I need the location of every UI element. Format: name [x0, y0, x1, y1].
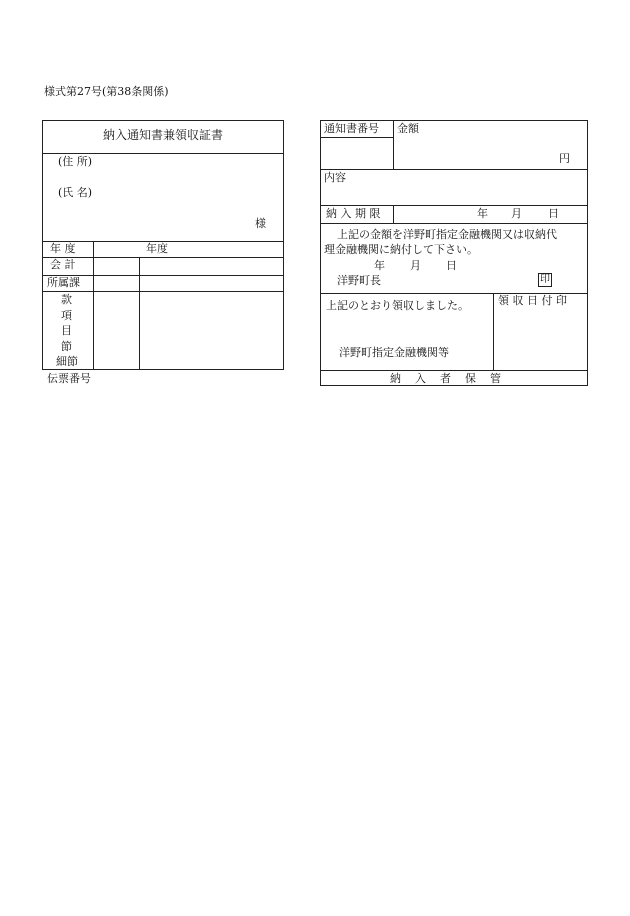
name-label: (氏 名): [58, 186, 93, 199]
mayor-label: 洋野町長: [337, 274, 381, 287]
instruction-line-1: 上記の金額を洋野町指定金融機関又は収納代: [337, 228, 557, 241]
designated-bank-label: 洋野町指定金融機関等: [339, 346, 449, 359]
notice-number-label: 通知書番号: [324, 122, 379, 135]
deadline-month: 月: [511, 207, 522, 220]
deadline-year: 年: [477, 207, 488, 220]
form-id: 様式第27号(第38条関係): [44, 85, 169, 98]
budget-setsu-label: 節: [61, 340, 72, 353]
budget-moku-label: 目: [61, 324, 72, 337]
slip-number-label: 伝票番号: [47, 372, 91, 385]
deadline-label: 納 入 期 限: [326, 207, 381, 220]
amount-label: 金額: [397, 122, 419, 135]
deadline-day: 日: [548, 207, 559, 220]
issue-day: 日: [446, 259, 457, 272]
fiscal-year-label: 年 度: [50, 242, 76, 255]
fiscal-year-value: 年度: [146, 242, 168, 255]
instruction-line-2: 理金融機関に納付して下さい。: [324, 243, 478, 256]
payer-keep-label: 納 入 者 保 管: [390, 372, 501, 385]
issue-month: 月: [410, 259, 421, 272]
receipt-text: 上記のとおり領収しました。: [326, 299, 469, 312]
budget-kan-label: 款: [61, 293, 72, 306]
address-label: (住 所): [58, 155, 93, 168]
seal-mark: 印: [540, 274, 550, 285]
accounting-label: 会 計: [50, 258, 76, 271]
department-label: 所属課: [47, 276, 80, 289]
budget-saisetsu-label: 細節: [56, 355, 78, 368]
budget-kou-label: 項: [61, 309, 72, 322]
left-form-title: 納入通知書兼領収証書: [103, 128, 224, 142]
issue-year: 年: [374, 259, 385, 272]
receipt-date-stamp-label: 領 収 日 付 印: [498, 294, 567, 307]
yen-unit: 円: [559, 152, 570, 165]
content-label: 内容: [324, 171, 346, 184]
honorific-sama: 様: [255, 217, 266, 230]
